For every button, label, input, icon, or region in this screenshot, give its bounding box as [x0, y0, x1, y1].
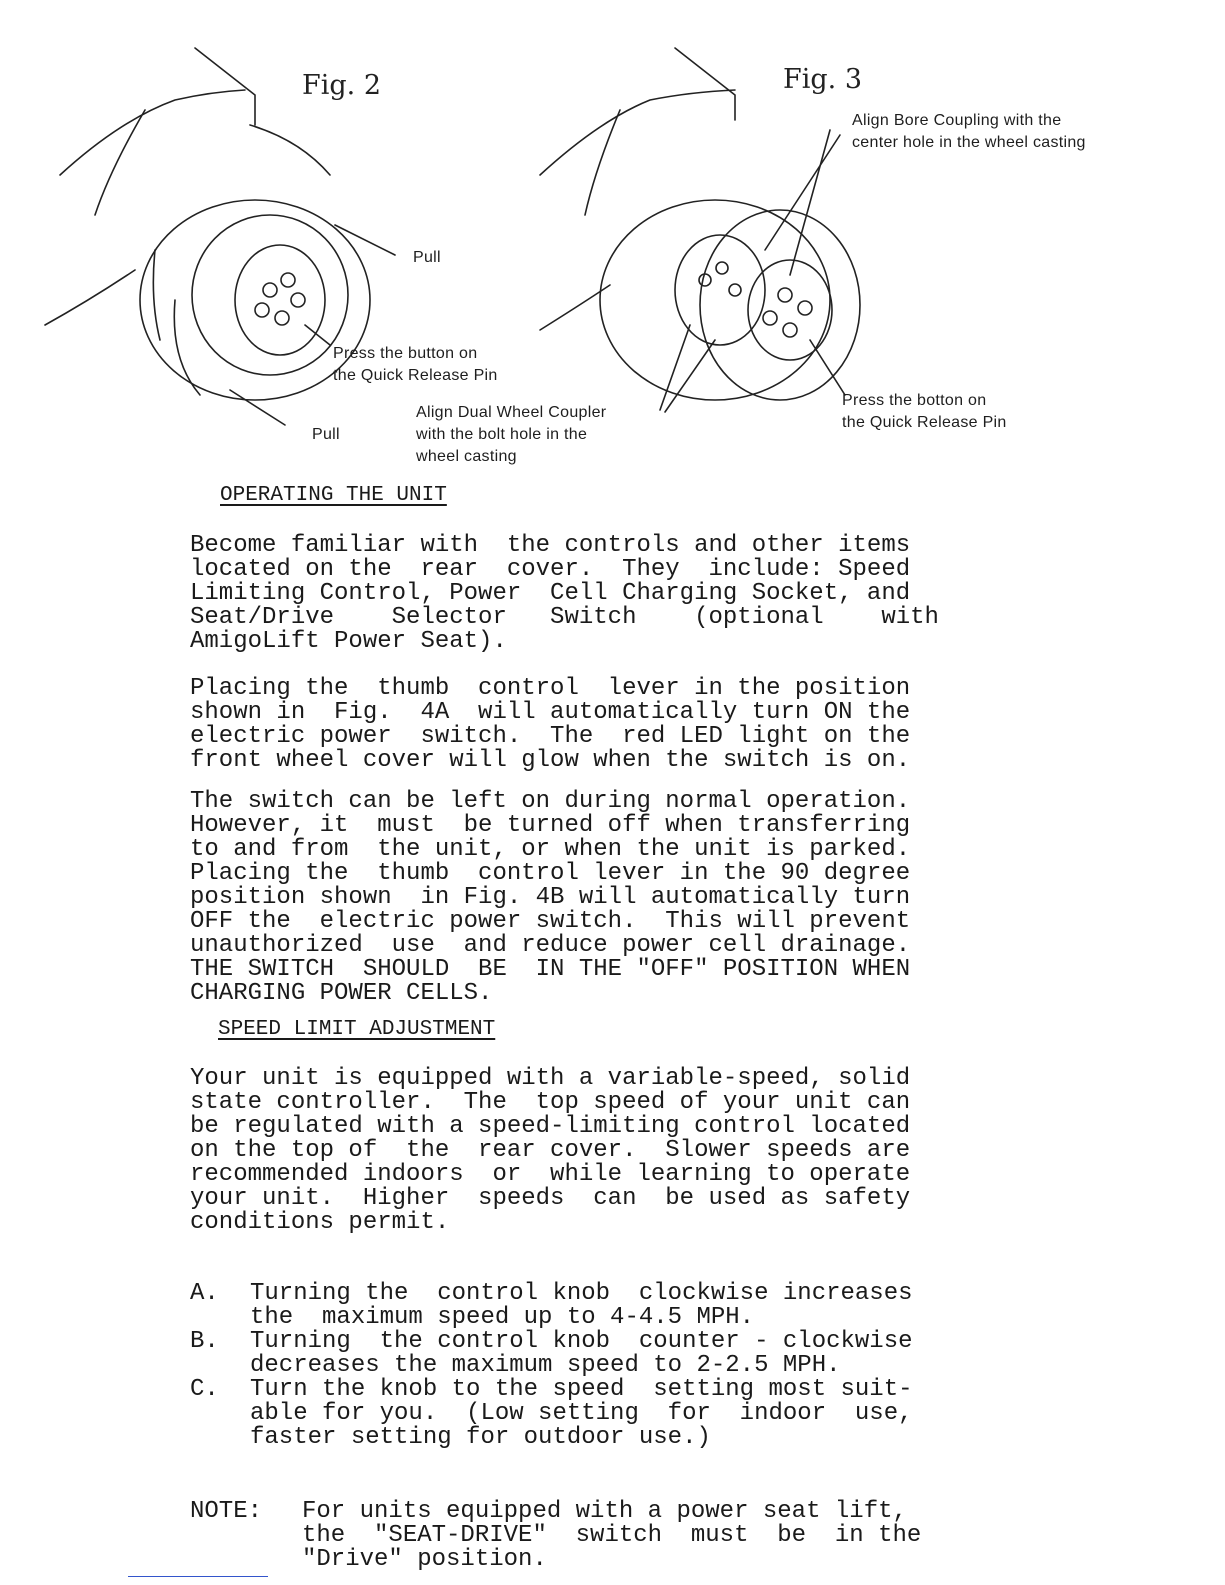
text-line: "Drive" position.	[302, 1546, 547, 1573]
footer-rule	[128, 1576, 268, 1577]
text-line: the maximum speed up to 4-4.5 MPH.	[250, 1304, 755, 1331]
list-item	[190, 1330, 970, 1378]
fig2-pull-bottom-label: Pull	[312, 426, 340, 443]
text-line: shown in Fig. 4A will automatically turn ON the	[190, 699, 911, 726]
note-block	[190, 1500, 970, 1572]
list-letter: C.	[190, 1376, 219, 1403]
text-line: THE SWITCH SHOULD BE IN THE "OFF" POSITION WHEN	[190, 956, 911, 983]
fig3-press-line: the Quick Release Pin	[842, 414, 1007, 431]
fig3-title: Fig. 3	[783, 64, 862, 95]
fig2-align-line: with the bolt hole in the	[416, 426, 588, 443]
text-line: unauthorized use and reduce power cell drainage.	[190, 932, 911, 959]
text-line: OFF the electric power switch. This will prevent	[190, 908, 911, 935]
list-item	[190, 1282, 970, 1330]
text-line: your unit. Higher speeds can be used as safety	[190, 1185, 911, 1212]
text-line: the "SEAT-DRIVE" switch must be in the	[302, 1522, 922, 1549]
text-line: faster setting for outdoor use.)	[250, 1424, 711, 1451]
text-line: front wheel cover will glow when the switch is on.	[190, 747, 911, 774]
fig2-title: Fig. 2	[302, 70, 381, 101]
operating-paragraph-2	[190, 677, 970, 773]
fig2-align-line: Align Dual Wheel Coupler	[416, 404, 607, 421]
text-line: Turning the control knob clockwise increases	[250, 1280, 913, 1307]
text-line: be regulated with a speed-limiting control located	[190, 1113, 911, 1140]
text-line: Turn the knob to the speed setting most suit-	[250, 1376, 913, 1403]
text-line: For units equipped with a power seat lift,	[302, 1498, 907, 1525]
fig3-align-line: Align Bore Coupling with the	[852, 112, 1062, 129]
text-line: position shown in Fig. 4B will automatically turn	[190, 884, 911, 911]
fig3-press-line: Press the botton on	[842, 392, 987, 409]
fig2-pull-top-label: Pull	[413, 249, 441, 266]
text-line: Turning the control knob counter - clockwise	[250, 1328, 913, 1355]
text-line: CHARGING POWER CELLS.	[190, 980, 493, 1007]
fig2-align-callout	[416, 402, 606, 468]
fig3-press-callout	[842, 390, 1007, 434]
text-line: located on the rear cover. They include: Speed	[190, 556, 911, 583]
fig3-wheel-drawing	[540, 48, 860, 412]
text-line: Placing the thumb control lever in the 90 degree	[190, 860, 911, 887]
text-line: Become familiar with the controls and other items	[190, 532, 911, 559]
text-line: to and from the unit, or when the unit is parked.	[190, 836, 911, 863]
text-line: AmigoLift Power Seat).	[190, 628, 507, 655]
text-line: Placing the thumb control lever in the position	[190, 675, 911, 702]
text-line: on the top of the rear cover. Slower speeds are	[190, 1137, 911, 1164]
text-line: state controller. The top speed of your unit can	[190, 1089, 911, 1116]
text-line: However, it must be turned off when transferring	[190, 812, 911, 839]
fig3-align-bore-callout	[852, 110, 1086, 154]
fig2-align-line: wheel casting	[416, 448, 517, 465]
text-line: Seat/Drive Selector Switch (optional with	[190, 604, 939, 631]
list-letter: B.	[190, 1328, 219, 1355]
note-label: NOTE:	[190, 1498, 263, 1525]
text-line: decreases the maximum speed to 2-2.5 MPH.	[250, 1352, 841, 1379]
fig2-press-line: the Quick Release Pin	[333, 367, 498, 384]
fig3-align-line: center hole in the wheel casting	[852, 134, 1086, 151]
figure-illustrations	[0, 0, 1225, 480]
operating-paragraph-3	[190, 790, 970, 1006]
text-line: The switch can be left on during normal operation.	[190, 788, 911, 815]
operating-paragraph-1	[190, 534, 970, 654]
fig2-press-line: Press the button on	[333, 345, 478, 362]
speed-limit-heading: SPEED LIMIT ADJUSTMENT	[218, 1018, 496, 1041]
text-line: Limiting Control, Power Cell Charging Socket, and	[190, 580, 911, 607]
text-line: Your unit is equipped with a variable-speed, solid	[190, 1065, 911, 1092]
list-item	[190, 1378, 970, 1450]
text-line: recommended indoors or while learning to operate	[190, 1161, 911, 1188]
fig2-press-callout	[333, 343, 498, 387]
text-line: conditions permit.	[190, 1209, 450, 1236]
text-line: able for you. (Low setting for indoor use,	[250, 1400, 913, 1427]
operating-unit-heading: OPERATING THE UNIT	[220, 484, 447, 507]
speed-paragraph	[190, 1067, 970, 1235]
list-letter: A.	[190, 1280, 219, 1307]
text-line: electric power switch. The red LED light on the	[190, 723, 911, 750]
speed-adjust-list	[190, 1282, 970, 1450]
